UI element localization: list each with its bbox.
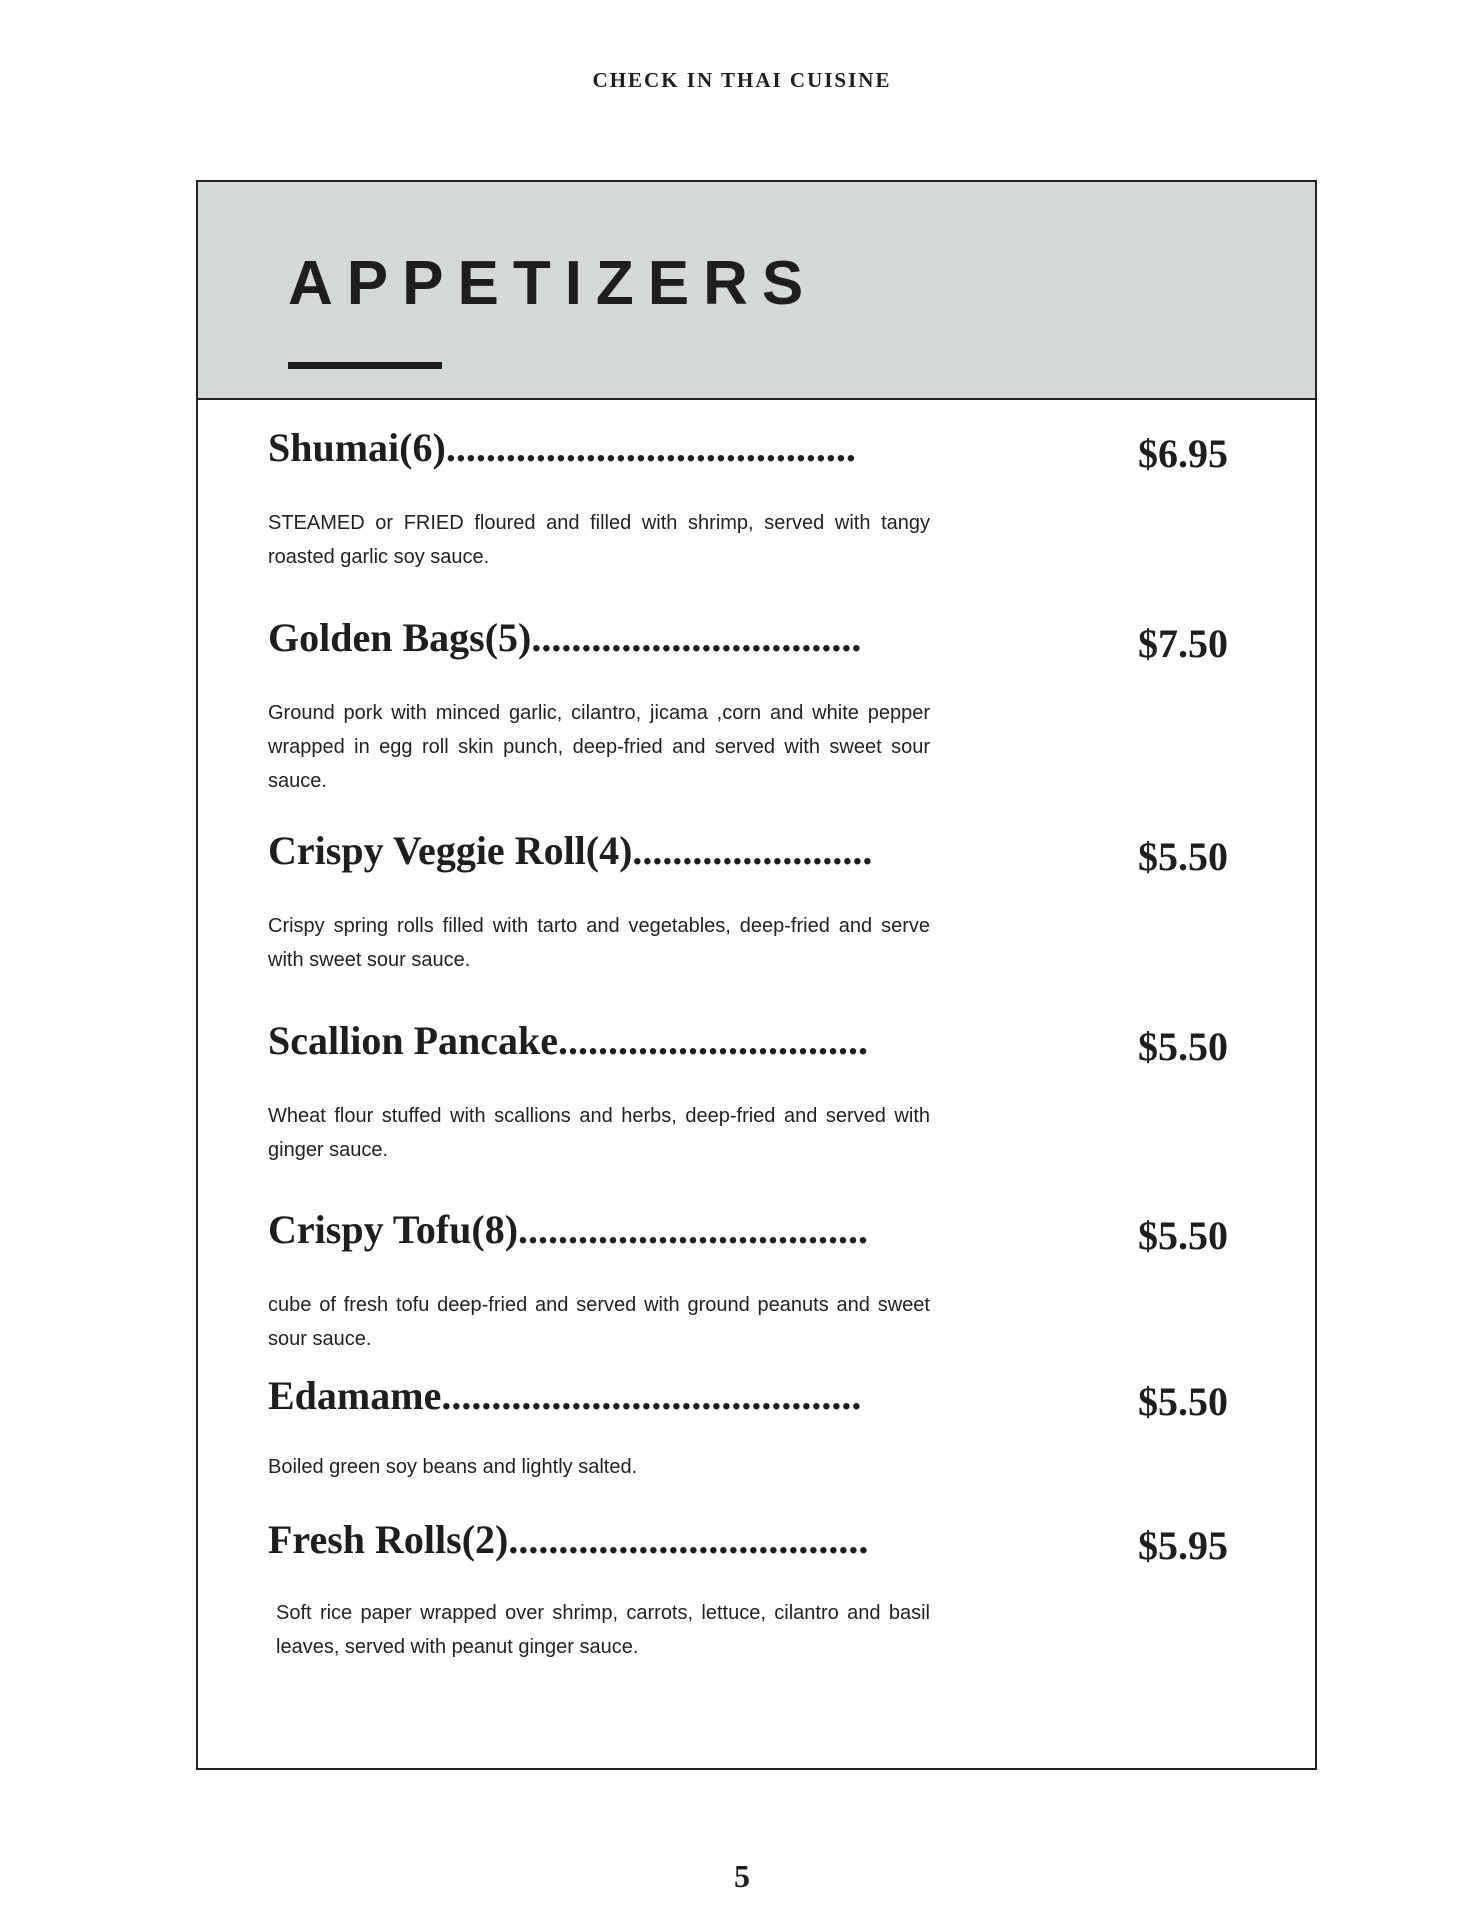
item-description: STEAMED or FRIED floured and filled with shrimp, served with tangy roasted garlic soy sauce. [268,512,930,568]
item-price: $5.95 [1138,1523,1228,1568]
item-description: Wheat flour stuffed with scallions and herbs, deep-fried and served with ginger sauce. [268,1105,930,1161]
section-header [198,182,1315,400]
item-name: Scallion Pancake............................... [268,1018,869,1063]
restaurant-name: CHECK IN THAI CUISINE [592,68,892,92]
item-name: Fresh Rolls(2).................................... [268,1517,869,1562]
section-title: APPETIZERS [288,249,818,318]
item-description: Ground pork with minced garlic, cilantro, jicama ,corn and white pepper wrapped in egg roll skin punch, deep-fried and served with sweet sour sauce. [268,702,930,792]
item-name: Shumai(6)......................................... [268,425,856,470]
item-price: $5.50 [1138,834,1228,879]
title-underline [288,362,442,369]
item-name: Golden Bags(5)................................. [268,615,862,660]
item-description: Soft rice paper wrapped over shrimp, carrots, lettuce, cilantro and basil leaves, served with peanut ginger sauce. [276,1602,930,1658]
item-price: $5.50 [1138,1213,1228,1258]
item-name: Crispy Tofu(8)................................... [268,1207,869,1252]
item-price: $7.50 [1138,621,1228,666]
item-description: Boiled green soy beans and lightly salted. [268,1456,638,1478]
item-price: $5.50 [1138,1379,1228,1424]
item-price: $5.50 [1138,1024,1228,1069]
item-name: Crispy Veggie Roll(4)........................ [268,828,873,873]
page-number: 5 [734,1858,750,1894]
item-price: $6.95 [1138,431,1228,476]
item-description: Crispy spring rolls filled with tarto and vegetables, deep-fried and serve with sweet sour sauce. [268,915,930,971]
item-description: cube of fresh tofu deep-fried and served with ground peanuts and sweet sour sauce. [268,1294,930,1350]
item-name: Edamame.......................................... [268,1373,862,1418]
menu-panel [196,180,1317,1770]
